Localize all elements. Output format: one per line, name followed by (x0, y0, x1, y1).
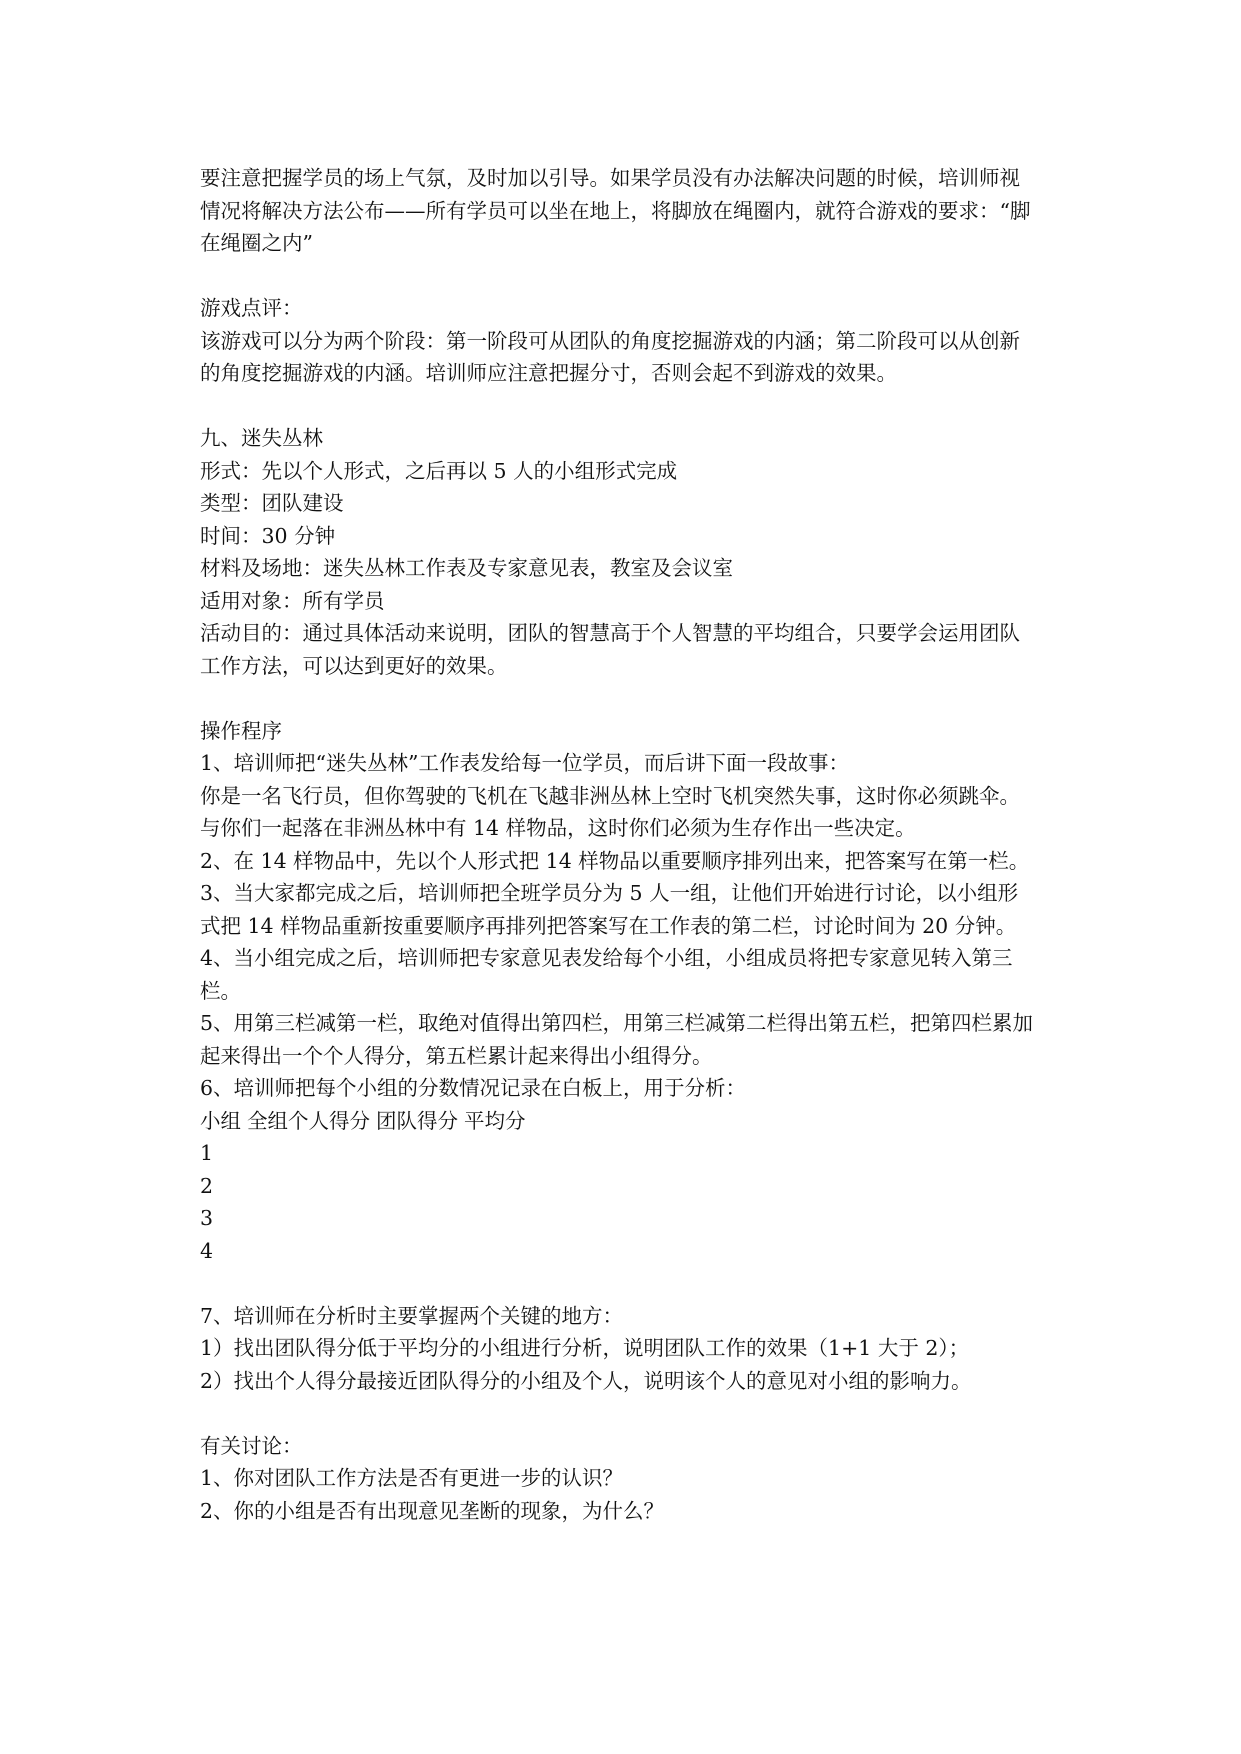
table-header-cell: 全组个人得分 (247, 1108, 370, 1133)
paragraph: 1、你对团队工作方法是否有更进一步的认识？ (200, 1466, 624, 1490)
score-table-header (200, 1105, 1035, 1138)
table-header-cell: 小组 (200, 1108, 241, 1133)
table-header-cell: 团队得分 (376, 1108, 458, 1133)
paragraph: 2）找出个人得分最接近团队得分的小组及个人，说明该个人的意见对小组的影响力。 (200, 1368, 972, 1393)
paragraph: 形式：先以个人形式，之后再以 5 人的小组形式完成 (200, 458, 678, 483)
paragraph: 材料及场地：迷失丛林工作表及专家意见表，教室及会议室 (200, 556, 733, 580)
blank-line (200, 1267, 1035, 1300)
paragraph: 游戏点评： (200, 296, 303, 320)
paragraph: 有关讨论： (200, 1433, 303, 1458)
paragraph: 时间：30 分钟 (200, 523, 336, 548)
paragraph: 3 (200, 1206, 214, 1230)
paragraph: 操作程序 (200, 718, 282, 743)
paragraph: 4、当小组完成之后，培训师把专家意见表发给每个小组，小组成员将把专家意见转入第三栏。 (200, 946, 1013, 1003)
paragraph: 要注意把握学员的场上气氛，及时加以引导。如果学员没有办法解决问题的时候，培训师视情况将解决方法公布——所有学员可以坐在地上，将脚放在绳圈内，就符合游戏的要求：“脚在绳圈之内” (200, 166, 1031, 255)
paragraph: 5、用第三栏减第一栏，取绝对值得出第四栏，用第三栏减第二栏得出第五栏，把第四栏累加起来得出一个个人得分，第五栏累计起来得出小组得分。 (200, 1011, 1034, 1068)
paragraph: 2、你的小组是否有出现意见垄断的现象，为什么？ (200, 1498, 665, 1523)
paragraph: 该游戏可以分为两个阶段：第一阶段可从团队的角度挖掘游戏的内涵；第二阶段可以从创新的角度挖掘游戏的内涵。培训师应注意把握分寸，否则会起不到游戏的效果。 (200, 328, 1020, 385)
paragraph: 活动目的：通过具体活动来说明，团队的智慧高于个人智慧的平均组合，只要学会运用团队工作方法，可以达到更好的效果。 (200, 621, 1020, 678)
paragraph: 适用对象：所有学员 (200, 588, 385, 613)
paragraph: 3、当大家都完成之后，培训师把全班学员分为 5 人一组，让他们开始进行讨论，以小组形式把 14 样物品重新按重要顺序再排列把答案写在工作表的第二栏，讨论时间为 20 分钟。 (200, 881, 1019, 938)
paragraph: 6、培训师把每个小组的分数情况记录在白板上，用于分析： (200, 1076, 747, 1100)
blank-line (200, 1397, 1035, 1430)
table-header-cell: 平均分 (464, 1108, 526, 1133)
document-page (200, 162, 1035, 1527)
blank-line (200, 260, 1035, 293)
paragraph: 九、迷失丛林 (200, 426, 323, 450)
blank-line (200, 682, 1035, 715)
paragraph: 4 (200, 1238, 214, 1263)
paragraph: 1、培训师把“迷失丛林”工作表发给每一位学员，而后讲下面一段故事： (200, 751, 850, 775)
paragraph: 2 (200, 1173, 214, 1198)
paragraph: 1）找出团队得分低于平均分的小组进行分析，说明团队工作的效果（1+1 大于 2）； (200, 1336, 970, 1360)
paragraph: 2、在 14 样物品中，先以个人形式把 14 样物品以重要顺序排列出来，把答案写在第一栏。 (200, 848, 1030, 873)
blank-line (200, 390, 1035, 423)
paragraph: 类型：团队建设 (200, 491, 344, 515)
paragraph: 7、培训师在分析时主要掌握两个关键的地方： (200, 1303, 624, 1328)
paragraph: 你是一名飞行员，但你驾驶的飞机在飞越非洲丛林上空时飞机突然失事，这时你必须跳伞。与你们一起落在非洲丛林中有 14 样物品，这时你们必须为生存作出一些决定。 (200, 783, 1020, 840)
paragraph: 1 (200, 1141, 214, 1165)
